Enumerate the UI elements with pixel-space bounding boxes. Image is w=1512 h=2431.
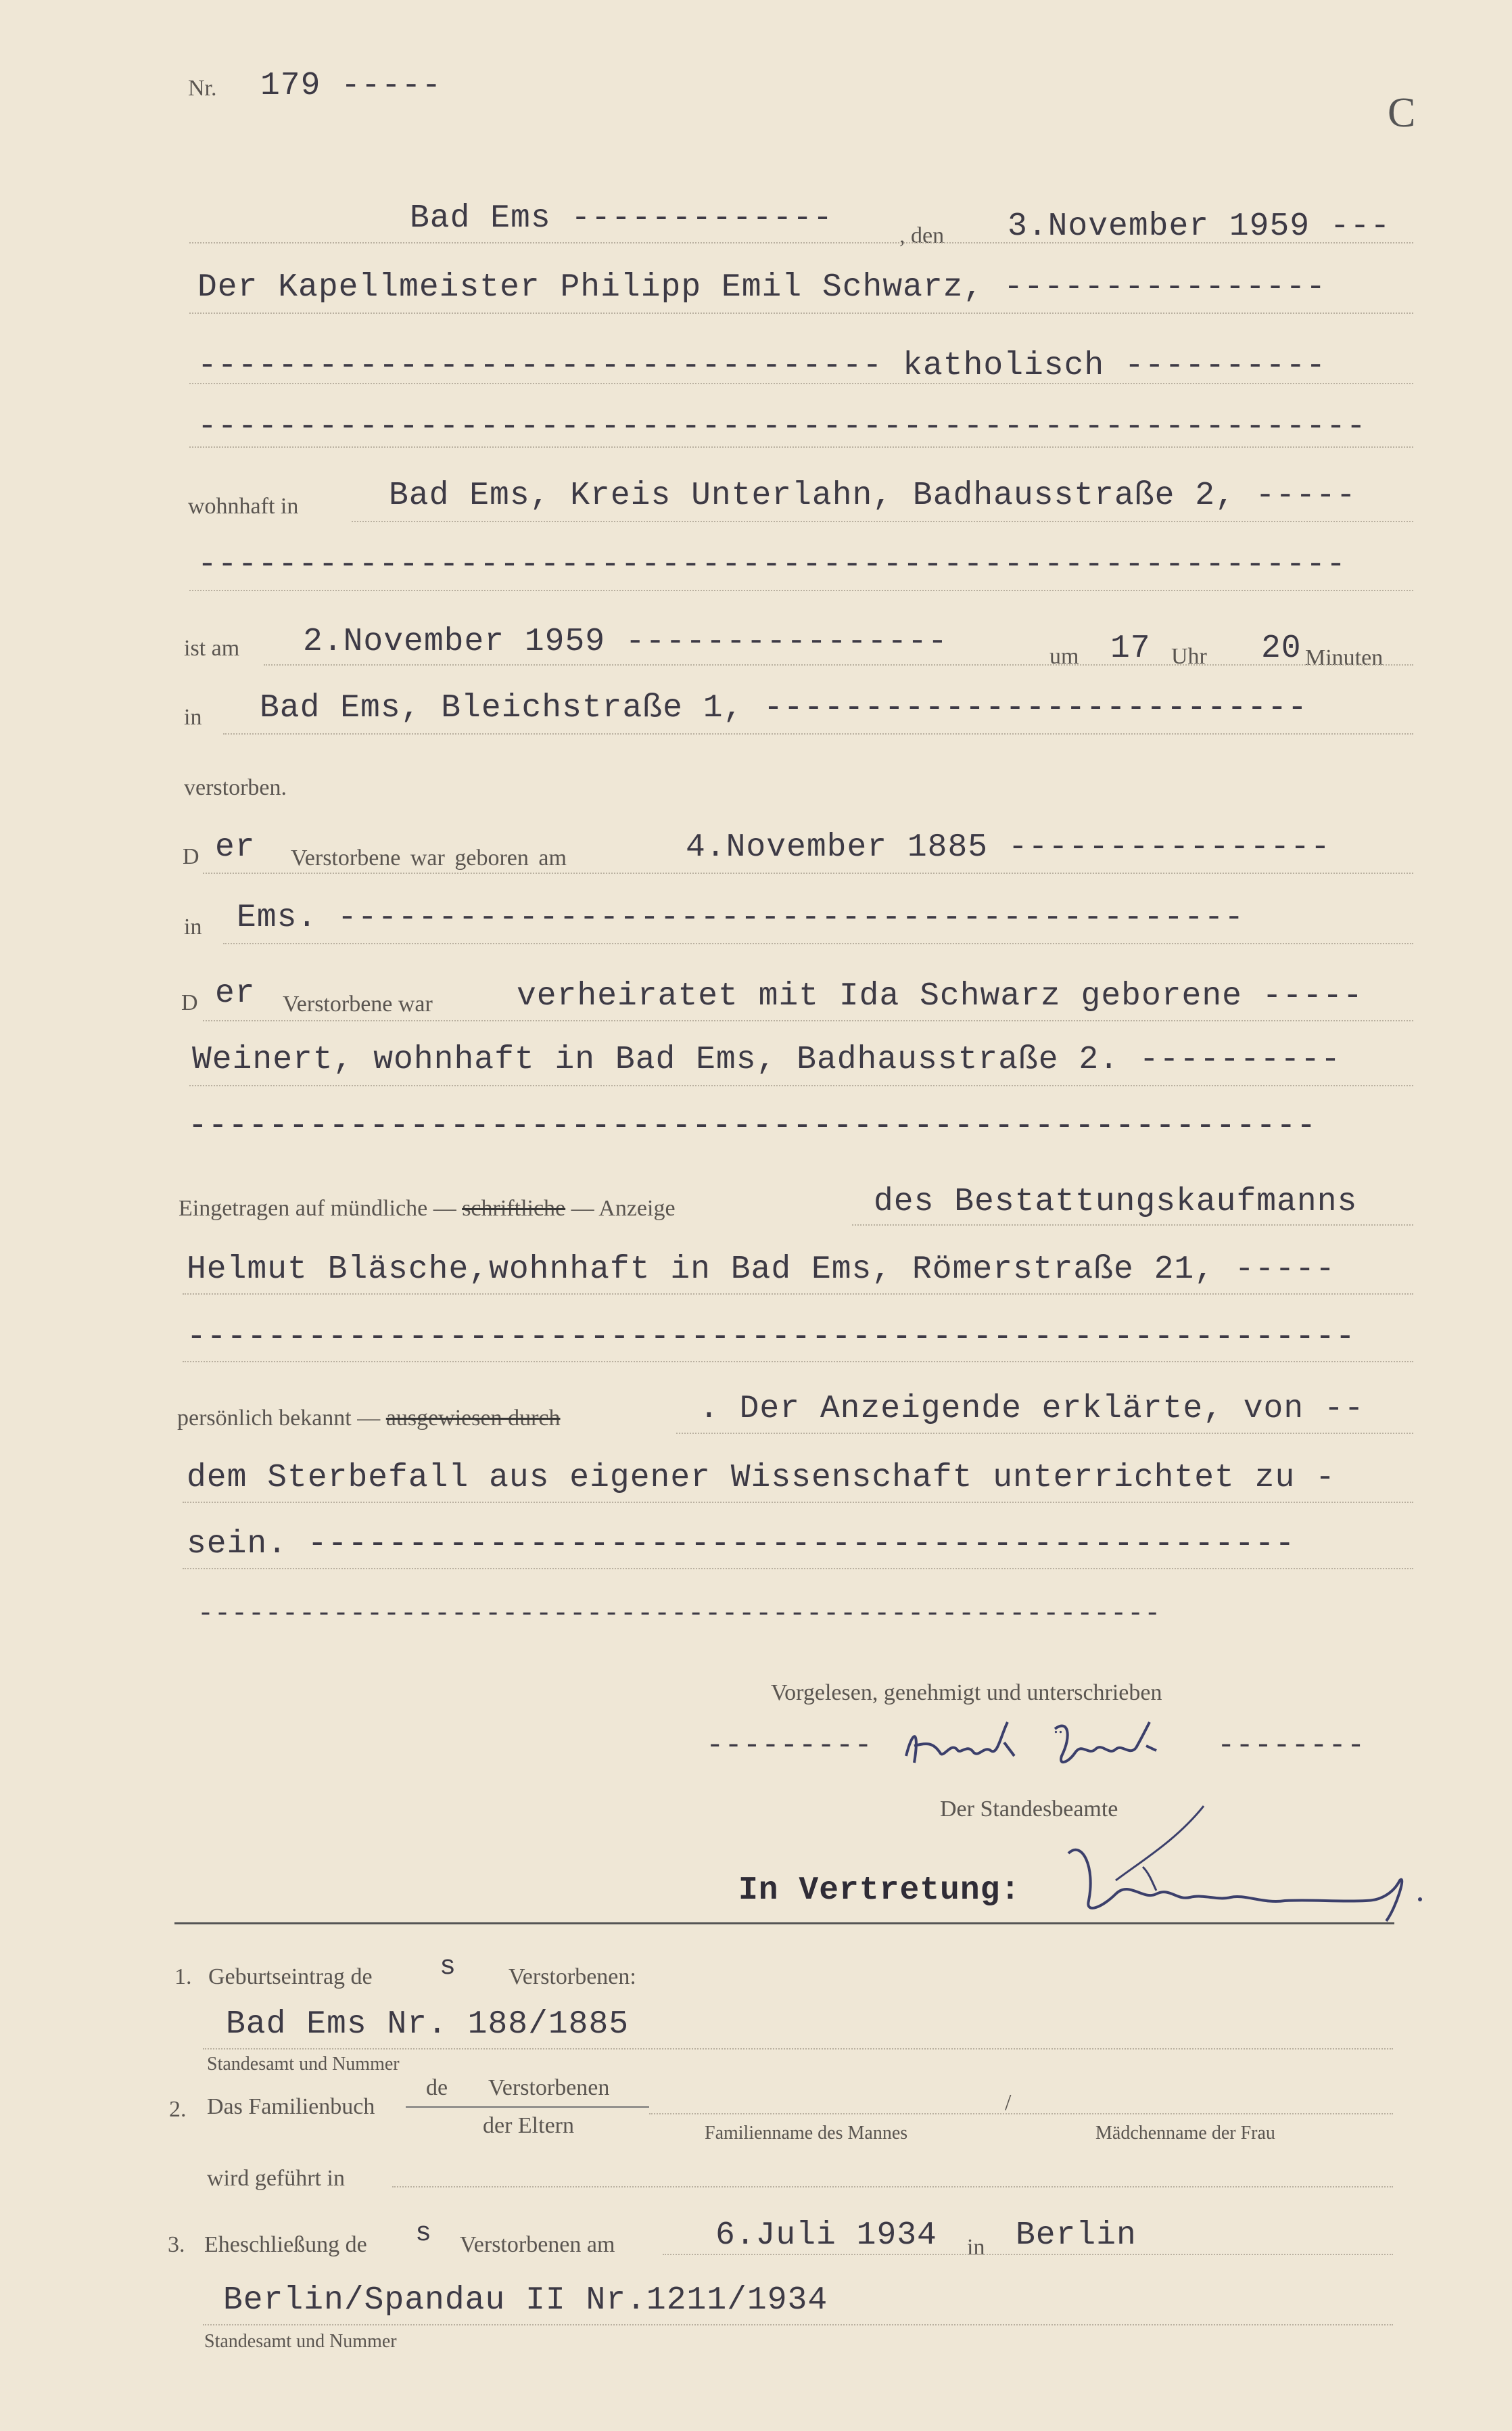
minute-field: 20 <box>1261 630 1302 667</box>
item3-label-mid: Verstorbenen am <box>460 2232 615 2257</box>
item2-caption-1: Familienname des Mannes <box>705 2123 908 2144</box>
dotted-line <box>663 2254 1393 2255</box>
statement-line: dem Sterbefall aus eigener Wissenschaft unterrichtet zu - <box>187 1460 1336 1496</box>
sig-dash-right: -------- <box>1217 1729 1366 1763</box>
record-date: 3.November 1959 --- <box>1008 208 1391 245</box>
item1-suffix: s <box>440 1952 457 1983</box>
anzeige-text: — Anzeige <box>571 1196 676 1221</box>
item2-option-1: Verstorbenen <box>488 2075 610 2100</box>
item3-place: Berlin <box>1016 2217 1137 2254</box>
item3-date: 6.Juli 1934 <box>715 2217 937 2254</box>
dotted-line <box>183 1568 1413 1569</box>
filler-line: --------------------------------------------------------- <box>197 547 1346 583</box>
statement-line: sein. ------------------------------------------------- <box>187 1526 1296 1562</box>
dotted-line <box>183 1361 1413 1362</box>
uhr-label: Uhr <box>1171 644 1207 669</box>
umlaut-dots: .. <box>1054 1717 1063 1738</box>
d-label: D <box>181 990 198 1015</box>
wohnhaft-label: wohnhaft in <box>188 494 299 519</box>
dotted-line <box>203 873 1413 874</box>
vertretung-label: In Vertretung: <box>738 1872 1021 1909</box>
bekannt-text: persönlich bekannt — <box>177 1406 381 1431</box>
religion-field: ---------------------------------- katholisch ---------- <box>197 348 1327 384</box>
um-label: um <box>1049 644 1079 669</box>
dotted-line <box>203 2048 1393 2050</box>
residence-field: Bad Ems, Kreis Unterlahn, Badhausstraße 2, ----- <box>389 478 1356 514</box>
in-label: in <box>184 705 202 730</box>
dotted-line <box>203 1020 1413 1021</box>
dotted-line <box>189 1085 1413 1086</box>
informant-signature <box>703 1717 1393 1778</box>
dotted-line <box>183 1502 1413 1503</box>
eingetragen-label <box>179 1196 676 1222</box>
hour-field: 17 <box>1110 630 1151 667</box>
dotted-line <box>203 2324 1393 2325</box>
marital-field-2: Weinert, wohnhaft in Bad Ems, Badhausstraße 2. ---------- <box>192 1042 1341 1078</box>
item2-label: Das Familienbuch <box>207 2094 375 2119</box>
item1-label: Geburtseintrag de <box>208 1964 373 1989</box>
section-divider <box>174 1922 1394 1924</box>
verstorben-label: verstorben. <box>184 775 287 800</box>
statement-line: . Der Anzeigende erklärte, von -- <box>699 1391 1365 1427</box>
informant-signature-ink <box>899 1715 1210 1783</box>
death-date-field: 2.November 1959 ---------------- <box>303 624 948 660</box>
item1-number: 1. <box>174 1964 192 1989</box>
dotted-line <box>264 664 1413 666</box>
dotted-line <box>189 312 1413 314</box>
dotted-line <box>676 1433 1413 1434</box>
in-label: in <box>184 914 202 940</box>
dotted-line <box>852 1224 1413 1226</box>
den-label: , den <box>899 223 945 248</box>
item3-value: Berlin/Spandau II Nr.1211/1934 <box>223 2282 828 2319</box>
filler-line: --------------------------------------------------------- <box>197 1599 1162 1629</box>
death-place-field: Bad Ems, Bleichstraße 1, --------------------------- <box>260 690 1308 726</box>
gender-suffix: er <box>215 829 256 866</box>
birth-place-field: Ems. --------------------------------------------- <box>237 900 1245 936</box>
dotted-line <box>649 2113 1393 2114</box>
war-label: Verstorbene war <box>283 992 433 1017</box>
gender-suffix: er <box>215 975 256 1012</box>
register-number: 179 ----- <box>260 68 442 104</box>
item3-label: Eheschließung de <box>204 2232 367 2257</box>
item3-suffix: s <box>415 2219 433 2249</box>
item2-de: de <box>426 2075 448 2100</box>
dotted-line <box>189 446 1413 448</box>
filler-line: ---------------------------------------------------------- <box>187 1319 1356 1356</box>
item3-number: 3. <box>168 2232 185 2257</box>
item2-number: 2. <box>169 2097 187 2122</box>
filler-line: ---------------------------------------------------------- <box>197 409 1367 445</box>
d-label: D <box>183 844 199 869</box>
item2-wird: wird geführt in <box>207 2166 345 2191</box>
item2-caption-2: Mädchenname der Frau <box>1095 2123 1275 2144</box>
dotted-line <box>189 242 1413 244</box>
person-field: Der Kapellmeister Philipp Emil Schwarz, ---------------- <box>197 269 1327 306</box>
dotted-line <box>223 733 1413 735</box>
informant-field-2: Helmut Bläsche,wohnhaft in Bad Ems, Römerstraße 21, ----- <box>187 1251 1336 1288</box>
registrar-signature <box>1041 1799 1434 1935</box>
item1-caption: Standesamt und Nummer <box>207 2054 400 2075</box>
place-field: Bad Ems ------------- <box>410 200 833 237</box>
dotted-line <box>223 943 1413 944</box>
read-approved-label: Vorgelesen, genehmigt und unterschrieben <box>771 1680 1162 1705</box>
sig-dash-left: --------- <box>706 1729 873 1763</box>
dotted-line <box>189 383 1413 384</box>
eingetragen-text: Eingetragen auf mündliche — <box>179 1196 456 1221</box>
ist-am-label: ist am <box>184 636 240 661</box>
registrar-label: Der Standesbeamte <box>940 1797 1118 1822</box>
bekannt-label <box>177 1406 561 1431</box>
item2-option-divider <box>406 2106 649 2108</box>
item2-slash: / <box>1005 2090 1012 2115</box>
item1-value: Bad Ems Nr. 188/1885 <box>226 2006 630 2043</box>
dotted-line <box>392 2186 1393 2187</box>
nr-label: Nr. <box>188 76 217 101</box>
filler-line: -------------------------------------------------------- <box>188 1108 1317 1144</box>
item3-caption: Standesamt und Nummer <box>204 2331 397 2352</box>
dotted-line <box>352 521 1413 522</box>
born-label: Verstorbene war geboren am <box>291 846 567 871</box>
item2-option-2: der Eltern <box>483 2113 574 2138</box>
minuten-label: Minuten <box>1305 645 1384 670</box>
dotted-line <box>189 590 1413 591</box>
schriftliche-struck: schriftliche <box>462 1196 566 1221</box>
corner-letter: C <box>1388 90 1416 136</box>
birth-date-field: 4.November 1885 ---------------- <box>686 829 1331 866</box>
dotted-line <box>183 1293 1413 1295</box>
marital-field: verheiratet mit Ida Schwarz geborene ----- <box>517 978 1363 1015</box>
ausgewiesen-struck: ausgewiesen durch <box>385 1406 561 1431</box>
informant-field: des Bestattungskaufmanns <box>874 1184 1358 1220</box>
item3-in: in <box>967 2235 985 2260</box>
item1-label-end: Verstorbenen: <box>509 1964 636 1989</box>
